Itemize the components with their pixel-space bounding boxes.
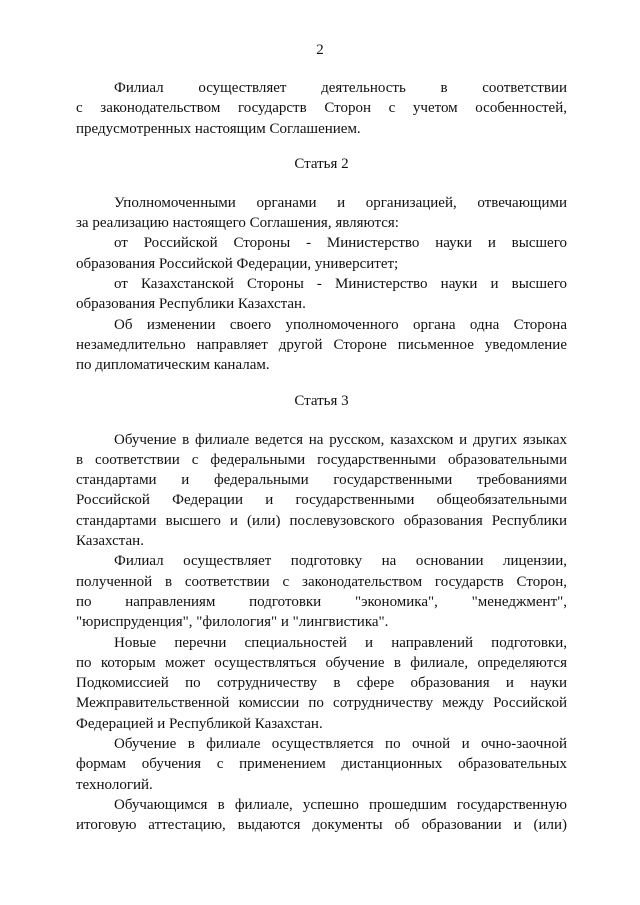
text-line: Уполномоченными органами и организацией, отвечающими — [114, 194, 567, 211]
text-line: Межправительственной комиссии по сотрудничеству между Российской — [76, 695, 567, 712]
spacer — [76, 411, 567, 430]
paragraph — [76, 274, 567, 315]
paragraph — [76, 430, 567, 552]
text-line: Подкомиссией по сотрудничеству в сфере образования и науки — [76, 675, 567, 692]
paragraph — [76, 78, 567, 139]
paragraph — [76, 633, 567, 734]
document-body — [76, 78, 567, 836]
text-line: полученной в соответствии с законодательством государств Сторон, — [76, 573, 567, 590]
text-line: итоговую аттестацию, выдаются документы об образовании и (или) — [76, 817, 567, 834]
paragraph — [76, 734, 567, 795]
text-line: формам обучения с применением дистанционных образовательных — [76, 756, 567, 773]
text-line: образования Республики Казахстан. — [76, 296, 306, 313]
text-line: Российской Федерации и государственными общеобязательными — [76, 492, 567, 509]
text-line: Обучающимся в филиале, успешно прошедшим государственную — [114, 796, 567, 813]
paragraph — [76, 795, 567, 836]
spacer — [76, 139, 567, 154]
page-number: 2 — [316, 42, 324, 58]
text-line: стандартами и федеральными государственными требованиями — [76, 472, 567, 489]
paragraph — [76, 233, 567, 274]
text-line: Филиал осуществляет деятельность в соответствии — [114, 80, 567, 96]
text-line: технологий. — [76, 776, 153, 793]
text-line: предусмотренных настоящим Соглашением. — [76, 120, 361, 137]
text-line: образования Российской Федерации, университет; — [76, 255, 399, 272]
text-line: от Казахстанской Стороны - Министерство науки и высшего — [114, 276, 567, 293]
text-line: Федерацией и Республикой Казахстан. — [76, 715, 323, 732]
text-line: по которым может осуществляться обучение в филиале, определяются — [76, 654, 567, 671]
text-line: Новые перечни специальностей и направлений подготовки, — [114, 634, 567, 651]
text-line: "юриспруденция", "филология" и "лингвистика". — [76, 614, 389, 631]
spacer — [76, 376, 567, 391]
text-line: незамедлительно направляет другой Стороне письменное уведомление — [76, 336, 567, 353]
text-line: по направлениям подготовки "экономика", "менеджмент", — [76, 593, 567, 610]
text-line: Казахстан. — [76, 533, 144, 550]
text-line: Об изменении своего уполномоченного органа одна Сторона — [114, 316, 567, 333]
text-line: за реализацию настоящего Соглашения, являются: — [76, 215, 399, 232]
article-heading: Статья 3 — [294, 392, 349, 409]
text-line: с законодательством государств Сторон с учетом особенностей, — [76, 100, 567, 117]
text-line: Обучение в филиале осуществляется по очной и очно-заочной — [114, 736, 567, 753]
spacer — [76, 174, 567, 193]
text-line: от Российской Стороны - Министерство науки и высшего — [114, 235, 567, 252]
text-line: стандартами высшего и (или) послевузовского образования Республики — [76, 512, 567, 529]
text-line: Обучение в филиале ведется на русском, казахском и других языках — [114, 431, 567, 448]
article-heading: Статья 2 — [294, 155, 349, 172]
text-line: по дипломатическим каналам. — [76, 357, 270, 374]
text-line: Филиал осуществляет подготовку на основании лицензии, — [114, 553, 567, 570]
paragraph — [76, 315, 567, 376]
paragraph — [76, 193, 567, 234]
text-line: в соответствии с федеральными государственными образовательными — [76, 451, 567, 468]
paragraph — [76, 551, 567, 632]
